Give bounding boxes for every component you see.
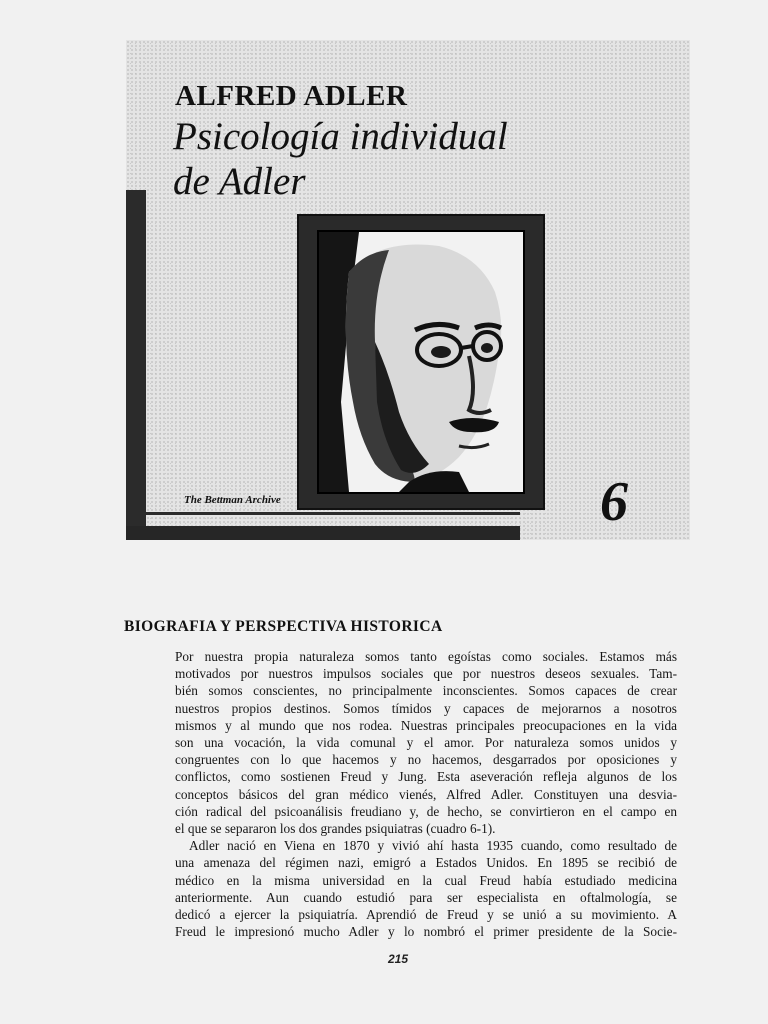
decorative-rule (146, 512, 520, 515)
section-heading: BIOGRAFIA Y PERSPECTIVA HISTORICA (124, 618, 443, 635)
portrait-photo (317, 230, 525, 494)
page-number: 215 (388, 952, 409, 966)
text-line: Freud le impresionó mucho Adler y lo nombró el primer presidente de la Socie- (175, 924, 677, 940)
chapter-number: 6 (600, 471, 628, 533)
author-name: ALFRED ADLER (175, 80, 408, 112)
text-line: bién somos conscientes, no principalmente inconscientes. Somos capaces de crear (175, 683, 677, 699)
text-line: una amenaza del régimen nazi, emigró a Estados Unidos. En 1895 se recibió de (175, 855, 677, 871)
text-line: anteriormente. Aun cuando estudió para ser especialista en oftalmología, se (175, 889, 677, 905)
decorative-vertical-bar (126, 190, 146, 540)
text-line: ción radical del psicoanálisis freudiano y, de hecho, se convirtieron en el campo en (175, 803, 677, 819)
text-line: congruentes con lo que hacemos y no hacemos, desgarrados por oposiciones y (175, 752, 677, 768)
text-line: mismos y al mundo que nos rodea. Nuestras principales preocupaciones en la vida (175, 717, 677, 733)
chapter-title-line-2: de Adler (173, 160, 306, 203)
body-paragraphs (175, 648, 677, 940)
text-line: médico en la misma universidad en la cual Freud había estudiado medicina (175, 872, 677, 888)
text-line: Por nuestra propia naturaleza somos tanto egoístas como sociales. Estamos más (175, 649, 677, 664)
photo-credit: The Bettman Archive (184, 494, 281, 506)
text-line: conflictos, como sostienen Freud y Jung. Esta aseveración refleja algunos de los (175, 769, 677, 785)
decorative-horizontal-bar (126, 526, 520, 540)
text-line: conceptos básicos del gran médico vienés, Alfred Adler. Constituyen una desvia- (175, 786, 677, 802)
chapter-title-line-1: Psicología individual (173, 115, 508, 158)
chapter-title (173, 114, 508, 204)
text-line: Adler nació en Viena en 1870 y vivió ahí hasta 1935 cuando, como resultado de (189, 838, 677, 854)
portrait-frame (297, 214, 545, 510)
text-line: dedicó a ejercer la psiquiatría. Aprendió de Freud y se unió a su movimiento. A (175, 907, 677, 923)
text-line: nuestros propios destinos. Somos tímidos y capaces de mejorarnos a nosotros (175, 700, 677, 716)
text-line: motivados por nuestros impulsos sociales que por nuestros deseos sexuales. Tam- (175, 666, 677, 682)
text-line: el que se separaron los dos grandes psiquiatras (cuadro 6-1). (175, 821, 496, 837)
text-line: son una vocación, la vida comunal y el amor. Por naturaleza somos unidos y (175, 735, 677, 751)
portrait-illustration (319, 232, 523, 492)
